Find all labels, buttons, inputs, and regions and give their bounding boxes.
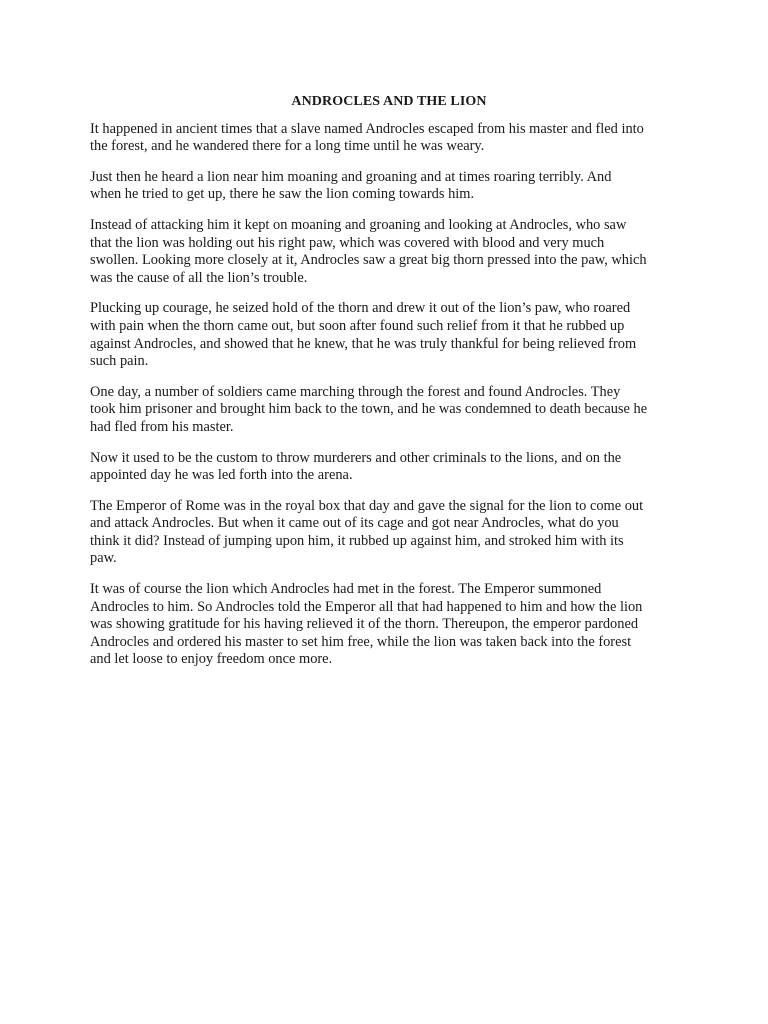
paragraph-8: It was of course the lion which Androcles had met in the forest. The Emperor summoned Androcles to him. So Androcles told the Emperor all that had happened to him and how the lion was showing gratitude for his having relieved it of the thorn. Thereupon, the emperor pardoned Androcles and ordered his master to set him free, while the lion was taken back into the forest and let loose to enjoy freedom once more.	[90, 581, 643, 668]
document-page	[90, 93, 680, 682]
paragraph-4: Plucking up courage, he seized hold of the thorn and drew it out of the lion’s paw, who roared with pain when the thorn came out, but soon after found such relief from it that he rubbed up against Androcles, and showed that he knew, that he was truly thankful for being relieved from such pain.	[90, 300, 637, 370]
paragraph-7: The Emperor of Rome was in the royal box that day and gave the signal for the lion to come out and attack Androcles. But when it came out of its cage and got near Androcles, what do you think it did? Instead of jumping upon him, it rubbed up against him, and stroked him with its paw.	[90, 497, 644, 567]
paragraph-1: It happened in ancient times that a slave named Androcles escaped from his master and fled into the forest, and he wandered there for a long time until he was weary.	[90, 120, 644, 155]
paragraph-3: Instead of attacking him it kept on moaning and groaning and looking at Androcles, who saw that the lion was holding out his right paw, which was covered with blood and very much swollen. Looking more closely at it, Androcles saw a great big thorn pressed into the paw, which was the cause of all the lion’s trouble.	[90, 216, 647, 286]
paragraph-2: Just then he heard a lion near him moaning and groaning and at times roaring terribly. And when he tried to get up, there he saw the lion coming towards him.	[90, 168, 612, 203]
paragraph-5: One day, a number of soldiers came marching through the forest and found Androcles. They took him prisoner and brought him back to the town, and he was condemned to death because he had fled from his master.	[90, 383, 648, 435]
paragraph-6: Now it used to be the custom to throw murderers and other criminals to the lions, and on the appointed day he was led forth into the arena.	[90, 449, 622, 484]
document-title: ANDROCLES AND THE LION	[291, 94, 487, 109]
